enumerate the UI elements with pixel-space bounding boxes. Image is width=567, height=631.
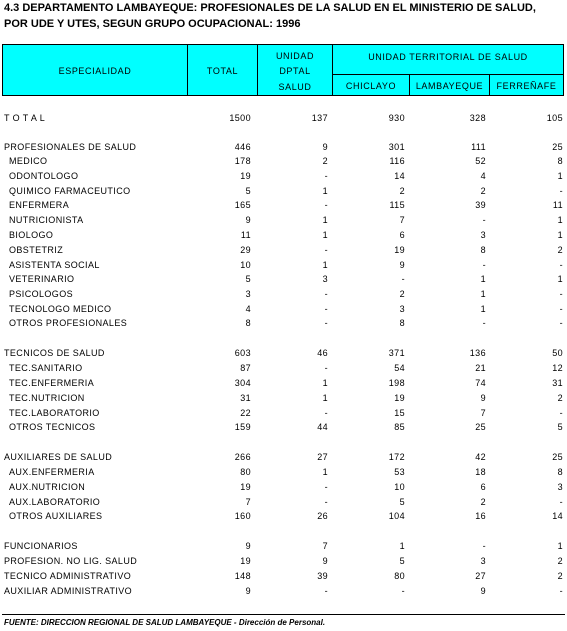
cell-ude: - (324, 482, 328, 492)
cell-total: 3 (245, 289, 251, 299)
cell-lambayeque: 74 (475, 378, 486, 388)
cell-total: 8 (245, 318, 251, 328)
cell-ude: - (324, 171, 328, 181)
cell-ude: 1 (322, 186, 328, 196)
cell-lambayeque: 9 (480, 393, 486, 403)
row-label: TECNOLOGO MEDICO (9, 304, 112, 314)
table-row (0, 497, 567, 511)
cell-ude: 137 (311, 113, 328, 123)
cell-lambayeque: 1 (480, 304, 486, 314)
cell-ferrenafe: 25 (552, 452, 563, 462)
cell-total: 7 (245, 497, 251, 507)
cell-lambayeque: 7 (480, 408, 486, 418)
cell-chiclayo: 5 (399, 497, 405, 507)
cell-ferrenafe: - (559, 186, 563, 196)
cell-chiclayo: 115 (389, 200, 405, 210)
cell-ferrenafe: - (559, 260, 563, 270)
table-row (0, 571, 567, 585)
cell-chiclayo: 1 (399, 541, 405, 551)
row-label: TEC.LABORATORIO (9, 408, 100, 418)
row-label: NUTRICIONISTA (9, 215, 84, 225)
cell-ude: 1 (322, 215, 328, 225)
cell-chiclayo: 80 (394, 571, 405, 581)
cell-chiclayo: - (401, 274, 405, 284)
cell-ferrenafe: 8 (557, 156, 563, 166)
cell-ude: 1 (322, 260, 328, 270)
cell-ferrenafe: - (559, 497, 563, 507)
header-total: TOTAL (206, 66, 239, 76)
cell-ude: - (324, 318, 328, 328)
cell-ude: - (324, 245, 328, 255)
cell-ferrenafe: 105 (546, 113, 563, 123)
table-row (0, 260, 567, 274)
table-row (0, 230, 567, 244)
cell-ude: 1 (322, 467, 328, 477)
cell-chiclayo: 14 (394, 171, 405, 181)
row-label: PROFESIONALES DE SALUD (4, 142, 137, 152)
cell-ferrenafe: 2 (557, 556, 563, 566)
cell-ude: - (324, 497, 328, 507)
cell-total: 22 (240, 408, 251, 418)
cell-lambayeque: 111 (471, 142, 486, 152)
cell-total: 165 (234, 200, 251, 210)
cell-lambayeque: 27 (475, 571, 486, 581)
table-row (0, 586, 567, 600)
row-label: VETERINARIO (9, 274, 75, 284)
header-lambayeque: LAMBAYEQUE (415, 81, 484, 91)
cell-ude: 39 (317, 571, 328, 581)
cell-ude: 1 (322, 378, 328, 388)
cell-chiclayo: 2 (399, 186, 405, 196)
row-label: OTROS TECNICOS (9, 422, 96, 432)
row-label: OBSTETRIZ (9, 245, 64, 255)
row-label: ODONTOLOGO (9, 171, 79, 181)
table-title-line1: 4.3 DEPARTAMENTO LAMBAYEQUE: PROFESIONALES DE LA SALUD EN EL MINISTERIO DE SALUD, (4, 2, 536, 14)
cell-lambayeque: 6 (480, 482, 486, 492)
header-unidad-line1: UNIDAD (275, 51, 315, 61)
cell-lambayeque: - (482, 260, 486, 270)
row-label: AUXILIAR ADMINISTRATIVO (4, 586, 133, 596)
cell-ude: 27 (317, 452, 328, 462)
table-row (0, 289, 567, 303)
cell-chiclayo: 15 (394, 408, 405, 418)
cell-total: 19 (240, 171, 251, 181)
cell-ude: 3 (322, 274, 328, 284)
cell-ferrenafe: 1 (557, 541, 563, 551)
cell-total: 4 (245, 304, 251, 314)
cell-chiclayo: 10 (394, 482, 405, 492)
cell-chiclayo: 54 (394, 363, 405, 373)
row-label: AUX.ENFERMERIA (9, 467, 95, 477)
cell-total: 603 (234, 348, 251, 358)
source-note: FUENTE: DIRECCION REGIONAL DE SALUD LAMBAYEQUE - Dirección de Personal. (4, 618, 326, 627)
cell-lambayeque: 328 (469, 113, 486, 123)
cell-ude: 9 (322, 556, 328, 566)
header-divider (333, 74, 563, 75)
table-row (0, 142, 567, 156)
cell-ude: - (324, 586, 328, 596)
cell-lambayeque: - (482, 541, 486, 551)
cell-ude: 2 (322, 156, 328, 166)
cell-ude: 7 (322, 541, 328, 551)
cell-chiclayo: 8 (399, 318, 405, 328)
cell-chiclayo: 7 (399, 215, 405, 225)
cell-lambayeque: 18 (475, 467, 486, 477)
cell-lambayeque: 3 (480, 556, 486, 566)
cell-lambayeque: 2 (480, 186, 486, 196)
cell-ude: 44 (317, 422, 328, 432)
cell-chiclayo: 19 (394, 245, 405, 255)
cell-lambayeque: 52 (475, 156, 486, 166)
cell-chiclayo: 2 (399, 289, 405, 299)
cell-ude: - (324, 289, 328, 299)
row-label: TEC.NUTRICION (9, 393, 85, 403)
row-label: AUX.LABORATORIO (9, 497, 101, 507)
table-row (0, 348, 567, 362)
cell-chiclayo: 104 (388, 511, 405, 521)
header-ferrenafe: FERREÑAFE (496, 81, 557, 91)
header-chiclayo: CHICLAYO (345, 81, 397, 91)
cell-lambayeque: 42 (475, 452, 486, 462)
cell-chiclayo: 19 (394, 393, 405, 403)
row-label: OTROS AUXILIARES (9, 511, 103, 521)
cell-chiclayo: 85 (394, 422, 405, 432)
cell-chiclayo: 116 (389, 156, 405, 166)
table-row (0, 215, 567, 229)
cell-ferrenafe: 1 (557, 230, 563, 240)
cell-lambayeque: 1 (480, 274, 486, 284)
header-unidad-line2: DPTAL (279, 66, 311, 76)
cell-ude: - (324, 363, 328, 373)
table-row (0, 511, 567, 525)
row-label: T O T A L (4, 113, 46, 123)
cell-ferrenafe: 8 (557, 467, 563, 477)
cell-ferrenafe: 5 (557, 422, 563, 432)
row-label: FUNCIONARIOS (4, 541, 78, 551)
cell-total: 31 (240, 393, 251, 403)
cell-lambayeque: 25 (475, 422, 486, 432)
cell-ferrenafe: 2 (557, 393, 563, 403)
cell-ferrenafe: 1 (557, 274, 563, 284)
cell-ferrenafe: 31 (552, 378, 563, 388)
cell-chiclayo: 9 (399, 260, 405, 270)
cell-total: 446 (234, 142, 251, 152)
cell-total: 5 (245, 186, 251, 196)
row-label: TECNICOS DE SALUD (4, 348, 105, 358)
cell-ferrenafe: 3 (557, 482, 563, 492)
cell-ferrenafe: - (559, 586, 563, 596)
table-row (0, 393, 567, 407)
row-label: MEDICO (9, 156, 48, 166)
cell-total: 148 (234, 571, 251, 581)
cell-ferrenafe: 2 (557, 245, 563, 255)
table-row (0, 245, 567, 259)
cell-chiclayo: 6 (399, 230, 405, 240)
cell-total: 9 (245, 586, 251, 596)
cell-total: 160 (234, 511, 251, 521)
table-row (0, 422, 567, 436)
cell-total: 159 (234, 422, 251, 432)
cell-chiclayo: 301 (388, 142, 405, 152)
table-row (0, 156, 567, 170)
cell-total: 19 (240, 482, 251, 492)
row-label: TEC.SANITARIO (9, 363, 83, 373)
cell-chiclayo: 198 (388, 378, 405, 388)
cell-ferrenafe: 25 (552, 142, 563, 152)
cell-total: 9 (245, 541, 251, 551)
cell-lambayeque: 1 (480, 289, 486, 299)
table-row (0, 363, 567, 377)
cell-ude: 1 (322, 230, 328, 240)
cell-total: 5 (245, 274, 251, 284)
table-row (0, 452, 567, 466)
cell-ude: 26 (317, 511, 328, 521)
table-row (0, 408, 567, 422)
table-row (0, 274, 567, 288)
row-label: QUIMICO FARMACEUTICO (9, 186, 131, 196)
cell-ferrenafe: 2 (557, 571, 563, 581)
cell-ferrenafe: 12 (552, 363, 563, 373)
cell-ferrenafe: - (559, 408, 563, 418)
cell-lambayeque: 21 (475, 363, 486, 373)
cell-ferrenafe: 50 (552, 348, 563, 358)
table-row (0, 318, 567, 332)
cell-total: 266 (234, 452, 251, 462)
cell-chiclayo: 3 (399, 304, 405, 314)
cell-total: 19 (240, 556, 251, 566)
table-row (0, 200, 567, 214)
cell-chiclayo: 53 (394, 467, 405, 477)
table-row (0, 378, 567, 392)
table-row (0, 482, 567, 496)
cell-ude: - (324, 304, 328, 314)
row-label: TEC.ENFERMERIA (9, 378, 95, 388)
row-label: ASISTENTA SOCIAL (9, 260, 100, 270)
row-label: AUX.NUTRICION (9, 482, 86, 492)
cell-ferrenafe: 1 (557, 215, 563, 225)
cell-total: 9 (245, 215, 251, 225)
cell-total: 10 (240, 260, 251, 270)
header-unidad-territorial: UNIDAD TERRITORIAL DE SALUD (368, 52, 528, 62)
cell-lambayeque: 8 (480, 245, 486, 255)
cell-chiclayo: 930 (388, 113, 405, 123)
row-label: OTROS PROFESIONALES (9, 318, 128, 328)
cell-ude: - (324, 200, 328, 210)
cell-lambayeque: 136 (469, 348, 486, 358)
cell-total: 87 (240, 363, 251, 373)
cell-ferrenafe: - (559, 318, 563, 328)
cell-lambayeque: 2 (480, 497, 486, 507)
row-label: TECNICO ADMINISTRATIVO (4, 571, 132, 581)
cell-ude: - (324, 408, 328, 418)
table-header (2, 44, 564, 96)
cell-ude: 9 (322, 142, 328, 152)
table-row (0, 113, 567, 127)
header-unidad-line3: SALUD (278, 82, 312, 92)
cell-ude: 46 (317, 348, 328, 358)
cell-total: 80 (240, 467, 251, 477)
table-row (0, 186, 567, 200)
cell-chiclayo: 172 (388, 452, 405, 462)
cell-total: 304 (234, 378, 251, 388)
table-row (0, 541, 567, 555)
table-row (0, 467, 567, 481)
cell-lambayeque: - (482, 215, 486, 225)
table-row (0, 304, 567, 318)
cell-lambayeque: 16 (475, 511, 486, 521)
row-label: AUXILIARES DE SALUD (4, 452, 113, 462)
cell-total: 11 (240, 230, 251, 240)
row-label: PROFESION. NO LIG. SALUD (4, 556, 138, 566)
cell-chiclayo: - (401, 586, 405, 596)
cell-total: 29 (240, 245, 251, 255)
table-row (0, 171, 567, 185)
cell-lambayeque: 39 (475, 200, 486, 210)
cell-total: 178 (234, 156, 251, 166)
footer-rule (2, 614, 565, 615)
table-title-line2: POR UDE Y UTES, SEGUN GRUPO OCUPACIONAL: 1996 (4, 18, 301, 30)
row-label: BIOLOGO (9, 230, 54, 240)
row-label: PSICOLOGOS (9, 289, 74, 299)
cell-ude: 1 (322, 393, 328, 403)
cell-ferrenafe: - (559, 304, 563, 314)
cell-lambayeque: 9 (480, 586, 486, 596)
cell-total: 1500 (229, 113, 251, 123)
cell-lambayeque: 3 (480, 230, 486, 240)
cell-chiclayo: 371 (388, 348, 405, 358)
row-label: ENFERMERA (9, 200, 70, 210)
cell-lambayeque: - (482, 318, 486, 328)
cell-ferrenafe: 1 (557, 171, 563, 181)
cell-ferrenafe: 14 (552, 511, 563, 521)
cell-ferrenafe: - (559, 289, 563, 299)
header-especialidad: ESPECIALIDAD (58, 66, 132, 76)
cell-chiclayo: 5 (399, 556, 405, 566)
table-row (0, 556, 567, 570)
cell-ferrenafe: 11 (552, 200, 563, 210)
cell-lambayeque: 4 (480, 171, 486, 181)
